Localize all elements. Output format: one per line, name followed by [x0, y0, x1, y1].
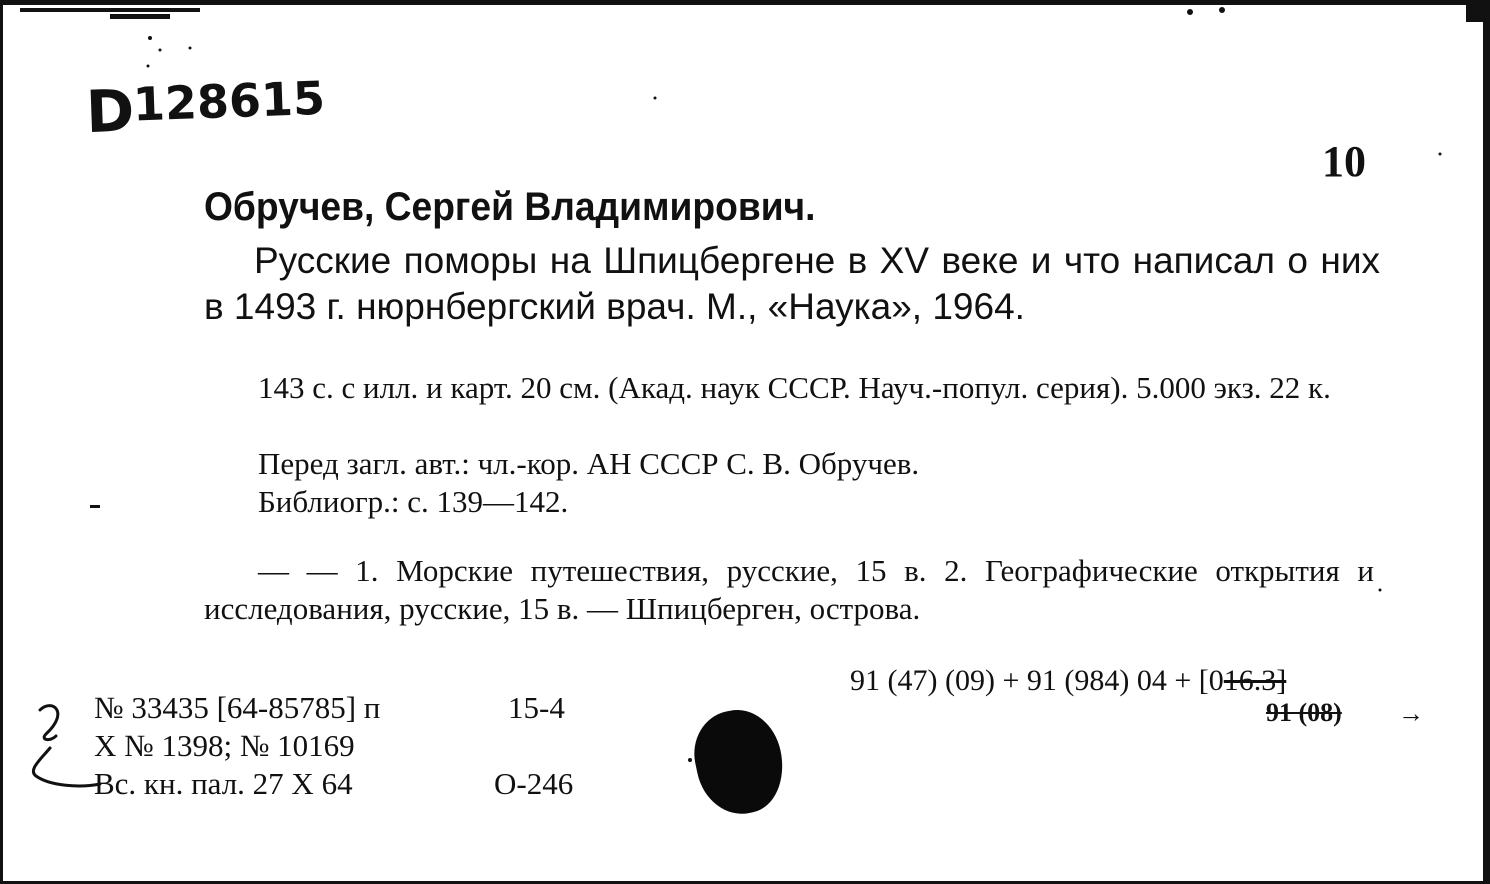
- stats-line: [94, 766, 574, 802]
- classification-struck-line: 91 (08): [1266, 698, 1342, 727]
- call-number-prefix: D: [84, 76, 135, 147]
- classification-struck: 16.3]: [1223, 664, 1287, 697]
- card-border-top: [0, 0, 1490, 5]
- card-corner: [1466, 0, 1490, 22]
- collation: 143 с. с илл. и карт. 20 см. (Акад. наук СССР. Науч.-попул. серия). 5.000 экз. 22 к.: [258, 370, 1331, 405]
- stats-right: 15-4: [508, 690, 565, 725]
- call-number: [85, 70, 326, 146]
- call-number-digits: 128615: [132, 70, 326, 132]
- classification-code: 91 (47) (09) + 91 (984) 04 + [0: [850, 664, 1224, 697]
- card-border-right: [1483, 0, 1490, 884]
- stats-line: [94, 728, 355, 764]
- stats-left: X № 1398; № 10169: [94, 728, 355, 763]
- arrow-icon: →: [1398, 699, 1424, 728]
- subject-headings: — — 1. Морские путешествия, русские, 15 в. 2. Географические открытия и исследования, русские, 15 в. — Шпицберген, острова.: [204, 553, 1374, 626]
- stats-line: [94, 690, 565, 726]
- card-border-left: [0, 0, 3, 884]
- ink-blot: [686, 702, 792, 822]
- title-statement: Русские поморы на Шпицбергене в XV веке и что написал о них в 1493 г. нюрнбергский врач. М., «Наука», 1964.: [204, 240, 1380, 327]
- classification-line: [850, 664, 1286, 698]
- stats-right: О-246: [494, 766, 574, 801]
- note-bibliography: Библиогр.: с. 139—142.: [258, 484, 569, 519]
- author-heading: Обручев, Сергей Владимирович.: [204, 185, 816, 229]
- stats-left: Вс. кн. пал. 27 X 64: [94, 766, 353, 801]
- stats-left: № 33435 [64-85785] п: [94, 690, 381, 725]
- note-author: Перед загл. авт.: чл.-кор. АН СССР С. В. Обручев.: [258, 446, 920, 481]
- handwritten-mark: [10, 690, 120, 800]
- card-number: 10: [1322, 137, 1366, 186]
